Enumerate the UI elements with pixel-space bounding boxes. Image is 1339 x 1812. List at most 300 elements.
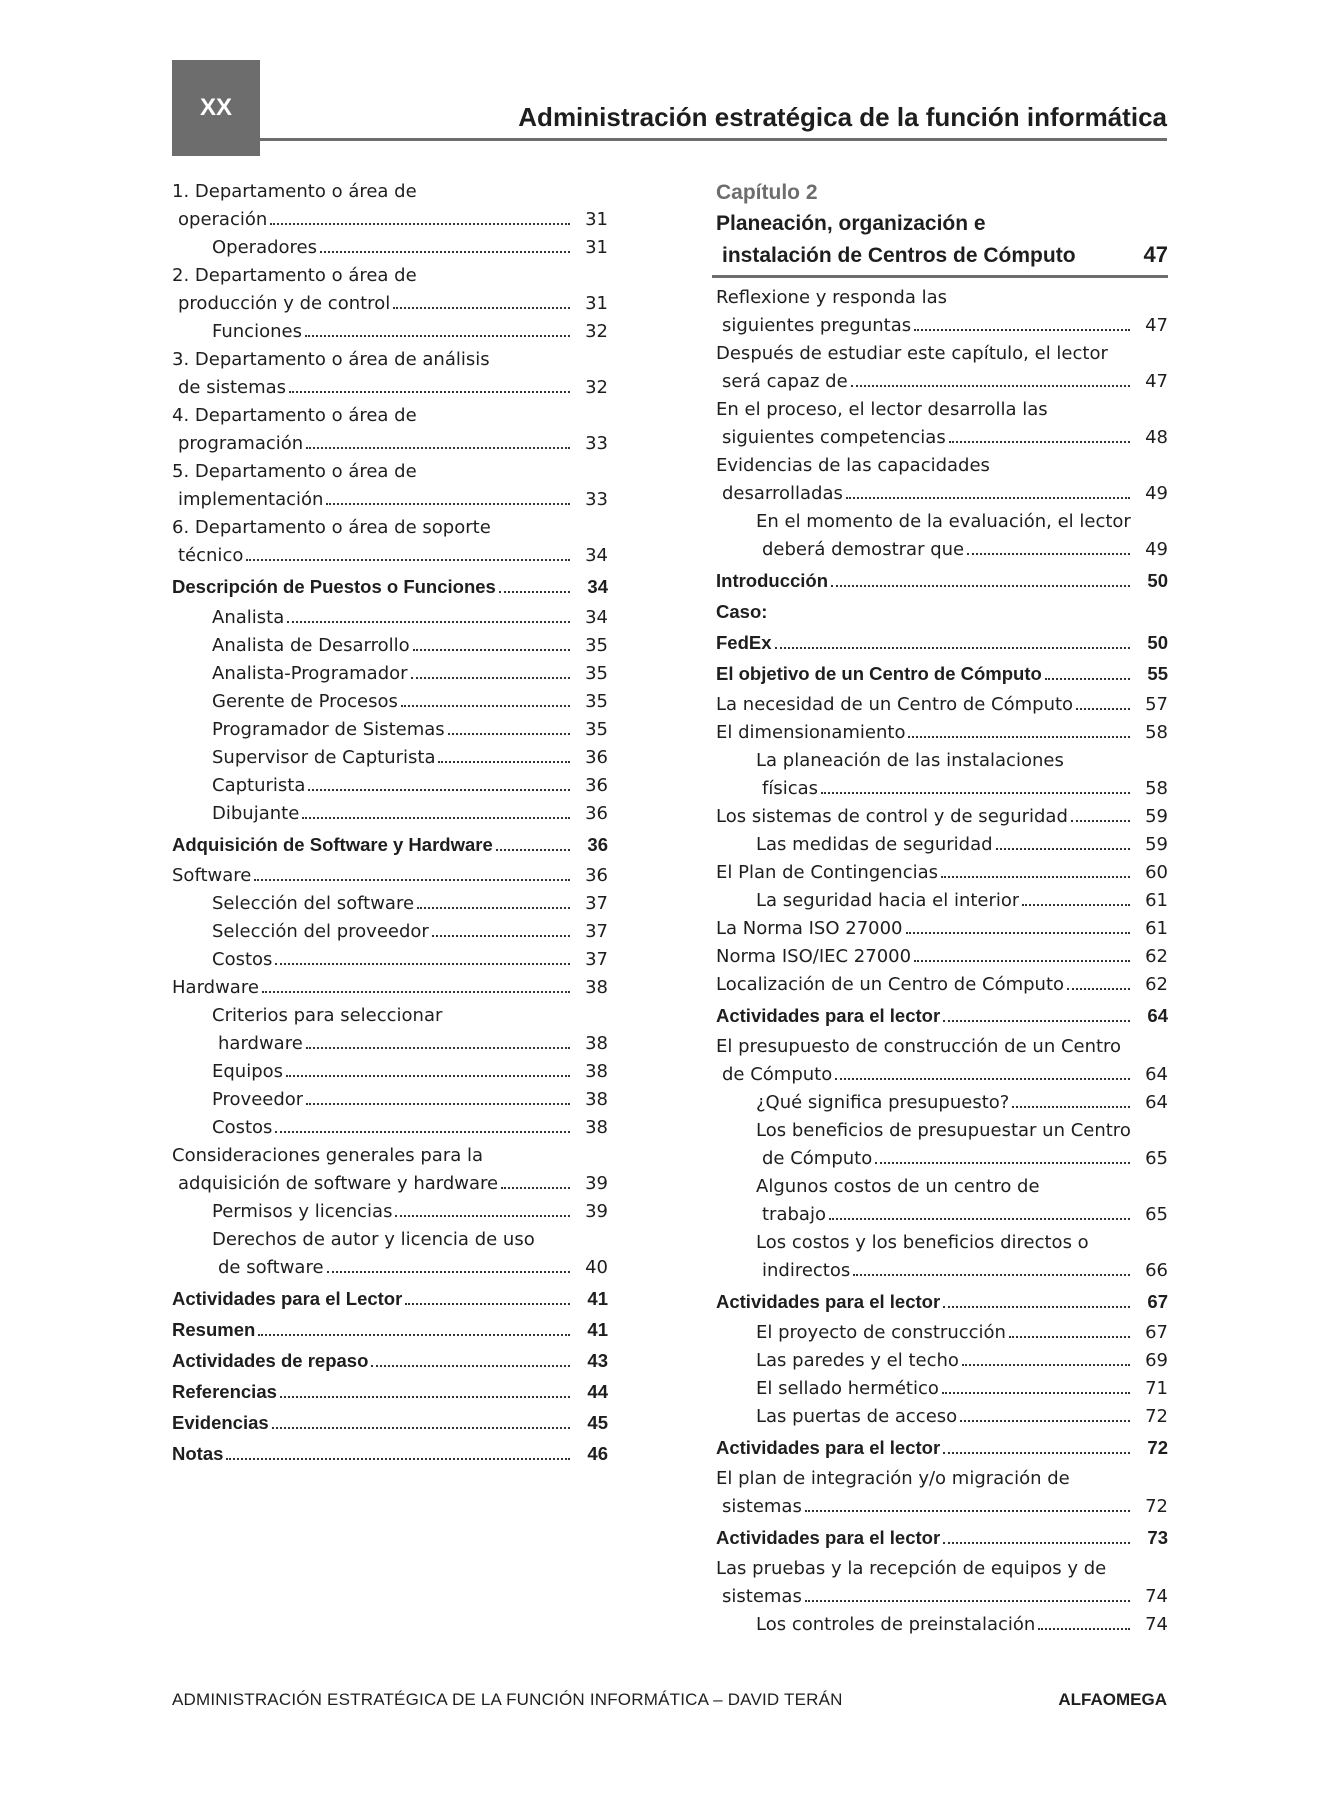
toc-entry-text: La necesidad de un Centro de Cómputo [716, 694, 1074, 715]
toc-entry-row [172, 1316, 608, 1344]
toc-page-number: 55 [1147, 663, 1168, 684]
toc-entry-text: Permisos y licencias [212, 1201, 393, 1222]
dot-leader [805, 1510, 1130, 1512]
dot-leader [775, 647, 1130, 649]
dot-leader [1076, 708, 1130, 710]
toc-page-number: 46 [587, 1443, 608, 1464]
dot-leader [942, 1392, 1130, 1394]
toc-entry-text: Capturista [212, 775, 306, 796]
toc-entry [172, 1198, 608, 1226]
chapter-title-line1: Planeación, organización e [716, 212, 986, 235]
toc-entry-text: Las medidas de seguridad [756, 834, 993, 855]
toc-entry-row [716, 424, 1168, 452]
toc-page-number: 61 [1145, 918, 1168, 939]
toc-entry-row [212, 632, 608, 660]
toc-entry-text: La seguridad hacia el interior [756, 890, 1020, 911]
toc-entry-row [212, 744, 608, 772]
toc-entry [172, 1002, 608, 1058]
dot-leader [501, 1187, 570, 1189]
toc-entry-text: operación [178, 209, 268, 230]
toc-page-number: 59 [1145, 834, 1168, 855]
toc-entry [716, 284, 1168, 340]
toc-page-number: 41 [587, 1288, 608, 1309]
toc-entry-text: Gerente de Procesos [212, 691, 398, 712]
dot-leader [272, 1427, 570, 1429]
toc-entry-text: desarrolladas [722, 483, 843, 504]
toc-entry [716, 1117, 1168, 1173]
toc-page-number: 50 [1147, 632, 1168, 653]
toc-entry-text: Operadores [212, 237, 317, 258]
toc-entry [716, 691, 1168, 719]
toc-page-number: 38 [585, 1117, 608, 1138]
toc-entry [716, 629, 1168, 657]
toc-page-number: 38 [585, 1033, 608, 1054]
dot-leader [949, 441, 1130, 443]
dot-leader [438, 761, 570, 763]
toc-entry-text: siguientes preguntas [722, 315, 912, 336]
toc-entry [172, 716, 608, 744]
toc-page-number: 61 [1145, 890, 1168, 911]
toc-page-number: 33 [585, 489, 608, 510]
toc-page-number: 39 [585, 1173, 608, 1194]
toc-entry-text: Los beneficios de presupuestar un Centro [756, 1120, 1131, 1141]
toc-entry-row [756, 1257, 1168, 1285]
toc-entry-text: Descripción de Puestos o Funciones [172, 576, 496, 597]
toc-page-number: 58 [1145, 722, 1168, 743]
dot-leader [275, 963, 570, 965]
toc-page-number: 45 [587, 1412, 608, 1433]
toc-entry [172, 604, 608, 632]
toc-entry-text: Adquisición de Software y Hardware [172, 834, 493, 855]
toc-entry-row [172, 1170, 608, 1198]
toc-entry [172, 946, 608, 974]
dot-leader [853, 1274, 1130, 1276]
toc-entry [716, 887, 1168, 915]
toc-entry [716, 943, 1168, 971]
dot-leader [831, 585, 1130, 587]
toc-entry-text: Derechos de autor y licencia de uso [212, 1229, 535, 1250]
toc-entry-text: El dimensionamiento [716, 722, 906, 743]
dot-leader [371, 1365, 570, 1367]
toc-entry [172, 688, 608, 716]
toc-entry [172, 1058, 608, 1086]
toc-page-number: 32 [585, 321, 608, 342]
toc-entry [716, 452, 1168, 508]
toc-entry-text: Costos [212, 949, 273, 970]
toc-entry-text: El Plan de Contingencias [716, 862, 939, 883]
toc-entry-text: Los controles de preinstalación [756, 1614, 1036, 1635]
toc-entry-row [716, 1288, 1168, 1316]
toc-entry-row [756, 775, 1168, 803]
toc-entry-row [716, 803, 1168, 831]
dot-leader [305, 335, 570, 337]
toc-entry-text: En el proceso, el lector desarrolla las [716, 399, 1048, 420]
toc-entry [716, 1089, 1168, 1117]
toc-entry [716, 915, 1168, 943]
dot-leader [496, 849, 570, 851]
dot-leader [908, 736, 1130, 738]
dot-leader [401, 705, 570, 707]
toc-entry-text: Caso: [716, 601, 768, 622]
toc-page-number: 32 [585, 377, 608, 398]
dot-leader [851, 385, 1130, 387]
chapter-label: Capítulo 2 [716, 181, 818, 204]
toc-entry-text: Consideraciones generales para la [172, 1145, 484, 1166]
dot-leader [308, 789, 570, 791]
toc-page-number: 37 [585, 921, 608, 942]
dot-leader [967, 553, 1130, 555]
toc-entry-text: Selección del proveedor [212, 921, 429, 942]
dot-leader [287, 621, 570, 623]
toc-entry [716, 660, 1168, 688]
toc-entry-row [756, 1201, 1168, 1229]
toc-page-number: 37 [585, 949, 608, 970]
toc-page-number: 74 [1145, 1614, 1168, 1635]
toc-page-number: 44 [587, 1381, 608, 1402]
toc-entry [716, 1434, 1168, 1462]
toc-entry-row [172, 1347, 608, 1375]
toc-page-number: 67 [1147, 1291, 1168, 1312]
dot-leader [962, 1364, 1130, 1366]
toc-entry [172, 632, 608, 660]
toc-entry [716, 508, 1168, 564]
toc-entry-row [716, 1061, 1168, 1089]
toc-page-number: 43 [587, 1350, 608, 1371]
toc-page-number: 36 [585, 865, 608, 886]
toc-entry [172, 262, 608, 318]
toc-entry-row [716, 915, 1168, 943]
toc-entry-text: de software [218, 1257, 324, 1278]
toc-entry [172, 1316, 608, 1344]
toc-entry-text: deberá demostrar que [762, 539, 965, 560]
toc-entry [716, 1347, 1168, 1375]
dot-leader [914, 960, 1130, 962]
dot-leader [289, 391, 570, 393]
toc-entry-row [172, 542, 608, 570]
toc-page-number: 40 [585, 1257, 608, 1278]
toc-entry-text: En el momento de la evaluación, el lector [756, 511, 1131, 532]
dot-leader [1067, 988, 1130, 990]
toc-page-number: 74 [1145, 1586, 1168, 1607]
toc-entry-row [212, 1058, 608, 1086]
toc-entry-row [716, 943, 1168, 971]
toc-entry-row [756, 831, 1168, 859]
toc-entry-text: trabajo [762, 1204, 826, 1225]
dot-leader [411, 677, 570, 679]
toc-entry-row [212, 1114, 608, 1142]
toc-page-number: 37 [585, 893, 608, 914]
toc-entry-row [212, 1198, 608, 1226]
toc-entry-text: hardware [218, 1033, 303, 1054]
toc-entry [172, 1347, 608, 1375]
toc-entry-text: La Norma ISO 27000 [716, 918, 903, 939]
toc-entry-row [172, 1409, 608, 1437]
toc-page-number: 62 [1145, 946, 1168, 967]
dot-leader [306, 1047, 570, 1049]
toc-entry-row [716, 1493, 1168, 1521]
toc-entry-text: Actividades de repaso [172, 1350, 369, 1371]
toc-entry-text: Notas [172, 1443, 224, 1464]
toc-entry-row [756, 1089, 1168, 1117]
toc-entry-text: Norma ISO/IEC 27000 [716, 946, 912, 967]
toc-entry [172, 918, 608, 946]
toc-entry [172, 772, 608, 800]
dot-leader [413, 649, 570, 651]
dot-leader [1009, 1336, 1130, 1338]
toc-entry-row [172, 290, 608, 318]
toc-page-number: 64 [1145, 1064, 1168, 1085]
toc-entry [172, 318, 608, 346]
toc-entry [716, 803, 1168, 831]
toc-entry-row [212, 318, 608, 346]
toc-page-number: 62 [1145, 974, 1168, 995]
toc-entry-row [716, 567, 1168, 595]
toc-entry-text: Actividades para el lector [716, 1005, 941, 1026]
toc-right-entries [716, 284, 1168, 1639]
toc-entry [716, 567, 1168, 595]
toc-entry [716, 1002, 1168, 1030]
toc-entry-row [212, 1030, 608, 1058]
toc-page-number: 66 [1145, 1260, 1168, 1281]
toc-entry-text: técnico [178, 545, 244, 566]
toc-entry-row [756, 1347, 1168, 1375]
toc-entry-text: sistemas [722, 1586, 802, 1607]
toc-entry [716, 1229, 1168, 1285]
dot-leader [226, 1458, 570, 1460]
toc-entry-row [212, 1086, 608, 1114]
toc-entry [716, 747, 1168, 803]
toc-entry-text: físicas [762, 778, 819, 799]
chapter-rule [712, 275, 1168, 278]
toc-entry [716, 1319, 1168, 1347]
toc-entry-text: será capaz de [722, 371, 848, 392]
toc-entry [716, 859, 1168, 887]
dot-leader [246, 559, 570, 561]
toc-entry-text: Equipos [212, 1061, 284, 1082]
toc-page-number: 47 [1145, 315, 1168, 336]
dot-leader [306, 1103, 570, 1105]
page-number: XX [199, 94, 232, 121]
toc-entry [716, 1611, 1168, 1639]
toc-entry-text: Supervisor de Capturista [212, 747, 436, 768]
toc-entry [716, 1375, 1168, 1403]
toc-entry [716, 831, 1168, 859]
toc-entry-text: Software [172, 865, 252, 886]
dot-leader [393, 307, 570, 309]
toc-entry-text: Programador de Sistemas [212, 719, 445, 740]
dot-leader [846, 497, 1130, 499]
toc-entry-row [756, 1145, 1168, 1173]
toc-entry-row [716, 1002, 1168, 1030]
toc-entry [172, 514, 608, 570]
toc-entry-text: Analista-Programador [212, 663, 408, 684]
toc-entry-text: Actividades para el lector [716, 1291, 941, 1312]
toc-entry [172, 234, 608, 262]
toc-page-number: 49 [1145, 539, 1168, 560]
toc-entry-text: Dibujante [212, 803, 300, 824]
toc-entry-text: sistemas [722, 1496, 802, 1517]
running-header-title: Administración estratégica de la función informática [518, 102, 1167, 132]
toc-entry [172, 890, 608, 918]
toc-entry-text: Analista de Desarrollo [212, 635, 410, 656]
toc-column-right [716, 178, 1168, 1639]
toc-page-number: 36 [587, 834, 608, 855]
dot-leader [280, 1396, 570, 1398]
dot-leader [914, 329, 1130, 331]
toc-page-number: 38 [585, 977, 608, 998]
toc-entry [172, 800, 608, 828]
toc-entry-row [172, 1440, 608, 1468]
toc-entry [172, 1226, 608, 1282]
toc-entry-text: FedEx [716, 632, 772, 653]
toc-entry-text: Referencias [172, 1381, 277, 1402]
toc-entry-text: Funciones [212, 321, 302, 342]
dot-leader [499, 591, 570, 593]
toc-page-number: 35 [585, 663, 608, 684]
toc-entry-text: Evidencias [172, 1412, 269, 1433]
toc-entry-text: Evidencias de las capacidades [716, 455, 990, 476]
toc-entry-row [212, 890, 608, 918]
dot-leader [943, 1306, 1130, 1308]
toc-entry-row [756, 1403, 1168, 1431]
toc-entry-row [172, 206, 608, 234]
toc-entry-text: programación [178, 433, 304, 454]
dot-leader [258, 1334, 570, 1336]
toc-entry-text: El objetivo de un Centro de Cómputo [716, 663, 1042, 684]
toc-page-number: 69 [1145, 1350, 1168, 1371]
toc-page-number: 72 [1145, 1406, 1168, 1427]
chapter-title-line2: instalación de Centros de Cómputo [722, 244, 1076, 267]
toc-page-number: 35 [585, 691, 608, 712]
toc-entry-row [716, 629, 1168, 657]
toc-entry [172, 1086, 608, 1114]
toc-entry-row [716, 1434, 1168, 1462]
toc-entry-text: de sistemas [178, 377, 287, 398]
toc-page-number: 36 [585, 803, 608, 824]
toc-entry-row [172, 1378, 608, 1406]
toc-entry-row [716, 480, 1168, 508]
dot-leader [320, 251, 570, 253]
toc-entry-row [716, 719, 1168, 747]
toc-entry [172, 1409, 608, 1437]
dot-leader [1045, 678, 1130, 680]
toc-entry [716, 340, 1168, 396]
toc-entry-text: El sellado hermético [756, 1378, 939, 1399]
toc-page-number: 50 [1147, 570, 1168, 591]
dot-leader [326, 503, 570, 505]
toc-entry-text: Resumen [172, 1319, 256, 1340]
toc-entry-row [756, 1319, 1168, 1347]
page-number-box [172, 60, 260, 156]
dot-leader [835, 1078, 1130, 1080]
toc-entry [172, 458, 608, 514]
toc-entry [172, 573, 608, 601]
toc-entry-text: 4. Departamento o área de [172, 405, 417, 426]
toc-entry-row [212, 800, 608, 828]
dot-leader [996, 848, 1130, 850]
toc-page-number: 36 [585, 775, 608, 796]
toc-page-number: 31 [585, 293, 608, 314]
footer-book-title: ADMINISTRACIÓN ESTRATÉGICA DE LA FUNCIÓN INFORMÁTICA – DAVID TERÁN [172, 1690, 843, 1709]
toc-entry-text: Hardware [172, 977, 259, 998]
toc-entry-row [172, 1285, 608, 1313]
toc-entry-text: implementación [178, 489, 324, 510]
toc-entry [716, 1173, 1168, 1229]
header-rule [260, 138, 1167, 141]
toc-entry-text: El presupuesto de construcción de un Centro [716, 1036, 1122, 1057]
dot-leader [286, 1075, 570, 1077]
toc-entry-row [716, 312, 1168, 340]
toc-page-number: 64 [1147, 1005, 1168, 1026]
toc-entry [716, 1033, 1168, 1089]
toc-entry [716, 396, 1168, 452]
toc-page-number: 31 [585, 237, 608, 258]
dot-leader [906, 932, 1130, 934]
toc-entry [172, 1378, 608, 1406]
toc-page-number: 39 [585, 1201, 608, 1222]
toc-entry-row [716, 1524, 1168, 1552]
toc-entry-text: indirectos [762, 1260, 851, 1281]
toc-entry-row [172, 374, 608, 402]
toc-page-number: 71 [1145, 1378, 1168, 1399]
toc-entry-text: Los costos y los beneficios directos o [756, 1232, 1089, 1253]
toc-page-number: 59 [1145, 806, 1168, 827]
toc-entry-text: Las pruebas y la recepción de equipos y de [716, 1558, 1107, 1579]
toc-entry-text: Analista [212, 607, 285, 628]
toc-entry-text: Actividades para el lector [716, 1437, 941, 1458]
toc-entry-row [172, 974, 608, 1002]
toc-entry [172, 346, 608, 402]
toc-page-number: 31 [585, 209, 608, 230]
toc-page-number: 48 [1145, 427, 1168, 448]
dot-leader [875, 1162, 1130, 1164]
toc-entry [172, 1142, 608, 1198]
toc-entry-text: de Cómputo [722, 1064, 833, 1085]
toc-entry-row [756, 536, 1168, 564]
dot-leader [306, 447, 570, 449]
dot-leader [327, 1271, 570, 1273]
toc-entry [716, 1555, 1168, 1611]
toc-entry-text: 5. Departamento o área de [172, 461, 417, 482]
toc-entry [716, 1403, 1168, 1431]
toc-entry-row [172, 430, 608, 458]
dot-leader [821, 792, 1130, 794]
toc-entry-row [756, 887, 1168, 915]
toc-entry [172, 744, 608, 772]
dot-leader [943, 1542, 1130, 1544]
toc-entry-text: Costos [212, 1117, 273, 1138]
toc-entry-row [212, 234, 608, 262]
toc-entry [172, 1440, 608, 1468]
dot-leader [960, 1420, 1130, 1422]
toc-entry-row [716, 660, 1168, 688]
toc-entry-row [172, 486, 608, 514]
dot-leader [943, 1020, 1130, 1022]
toc-page-number: 72 [1145, 1496, 1168, 1517]
dot-leader [275, 1131, 570, 1133]
toc-entry [172, 660, 608, 688]
toc-entry-text: adquisición de software y hardware [178, 1173, 499, 1194]
toc-entry-row [212, 716, 608, 744]
toc-page-number: 49 [1145, 483, 1168, 504]
dot-leader [302, 817, 570, 819]
toc-entry [716, 1524, 1168, 1552]
dot-leader [432, 935, 570, 937]
toc-column-left [172, 178, 608, 1471]
toc-entry-text: 6. Departamento o área de soporte [172, 517, 491, 538]
dot-leader [943, 1452, 1130, 1454]
toc-entry-text: La planeación de las instalaciones [756, 750, 1064, 771]
